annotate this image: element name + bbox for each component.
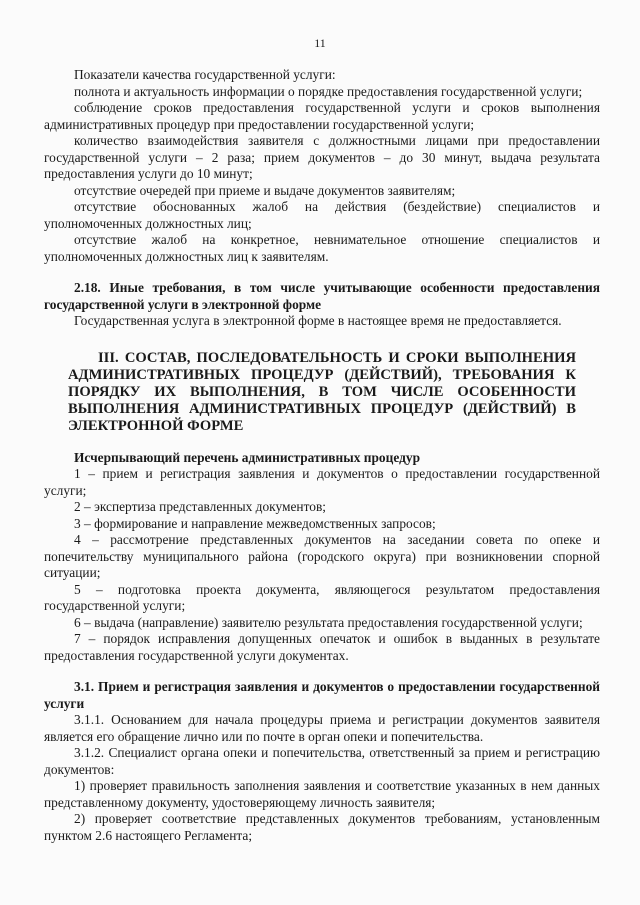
procedure-item-4: 4 – рассмотрение представленных документов на заседании совета по опеке и попечительству муниципального района (городского округа) при возникновении спорной ситуации; xyxy=(44,532,600,580)
procedure-item-3: 3 – формирование и направление межведомственных запросов; xyxy=(74,515,436,531)
section-2-18-text: Государственная услуга в электронной форме в настоящее время не предоставляется. xyxy=(74,313,562,328)
quality-title: Показатели качества государственной услуги: xyxy=(74,67,336,82)
procedures-list-heading: Исчерпывающий перечень административных процедур xyxy=(74,449,421,465)
quality-item-2: соблюдение сроков предоставления государственной услуги и сроков выполнения административных процедур при предоставлении государственной услуги; xyxy=(44,100,600,132)
procedure-item-1: 1 – прием и регистрация заявления и документов о предоставлении государственной услуги; xyxy=(44,466,600,498)
section-3-1-2-item-2: 2) проверяет соответствие представленных документов требованиям, установленным пунктом 2.6 настоящего Регламента; xyxy=(44,811,600,843)
quality-item-6: отсутствие жалоб на конкретное, невнимательное отношение специалистов и уполномоченных должностных лиц к заявителям. xyxy=(44,232,600,264)
page-content xyxy=(44,67,600,844)
procedure-item-2: 2 – экспертиза представленных документов; xyxy=(74,499,327,514)
section-2-18-heading: 2.18. Иные требования, в том числе учитывающие особенности предоставления государственной услуги в электронной форме xyxy=(44,280,600,312)
procedure-item-5: 5 – подготовка проекта документа, являющегося результатом предоставления государственной услуги; xyxy=(44,581,600,613)
section-3-1-2: 3.1.2. Специалист органа опеки и попечительства, ответственный за прием и регистрацию документов: xyxy=(44,745,600,777)
section-3-1-1: 3.1.1. Основанием для начала процедуры приема и регистрации документов заявителя является его обращение лично или по почте в орган опеки и попечительства. xyxy=(44,712,600,744)
procedure-item-6: 6 – выдача (направление) заявителю результата предоставления государственной услуги; xyxy=(74,614,583,630)
page-number: 11 xyxy=(314,36,326,50)
procedure-item-7: 7 – порядок исправления допущенных опечаток и ошибок в выданных в результате предоставления государственной услуги документах. xyxy=(44,631,600,663)
quality-item-3: количество взаимодействия заявителя с должностными лицами при предоставлении государственной услуги – 2 раза; прием документов – до 30 минут, выдача результата предоставления услуги до 10 минут; xyxy=(44,133,600,181)
quality-item-5: отсутствие обоснованных жалоб на действия (бездействие) специалистов и уполномоченных должностных лиц; xyxy=(44,199,600,231)
section-3-1-2-item-1: 1) проверяет правильность заполнения заявления и соответствие указанных в нем данных представленному документу, удостоверяющему личность заявителя; xyxy=(44,778,600,810)
quality-item-1: полнота и актуальность информации о порядке предоставления государственной услуги; xyxy=(74,83,583,99)
section-3-title: III. СОСТАВ, ПОСЛЕДОВАТЕЛЬНОСТЬ И СРОКИ ВЫПОЛНЕНИЯ АДМИНИСТРАТИВНЫХ ПРОЦЕДУР (ДЕЙСТВИЙ), ТРЕБОВАНИЯ К ПОРЯДКУ ИХ ВЫПОЛНЕНИЯ, В ТОМ ЧИСЛЕ ОСОБЕННОСТИ ВЫПОЛНЕНИЯ АДМИНИСТРАТИВНЫХ ПРОЦЕДУР (ДЕЙСТВИЙ) В ЭЛЕКТРОННОЙ ФОРМЕ xyxy=(68,349,576,434)
section-3-1-heading: 3.1. Прием и регистрация заявления и документов о предоставлении государственной услуги xyxy=(44,679,600,711)
quality-item-4: отсутствие очередей при приеме и выдаче документов заявителям; xyxy=(74,182,456,198)
